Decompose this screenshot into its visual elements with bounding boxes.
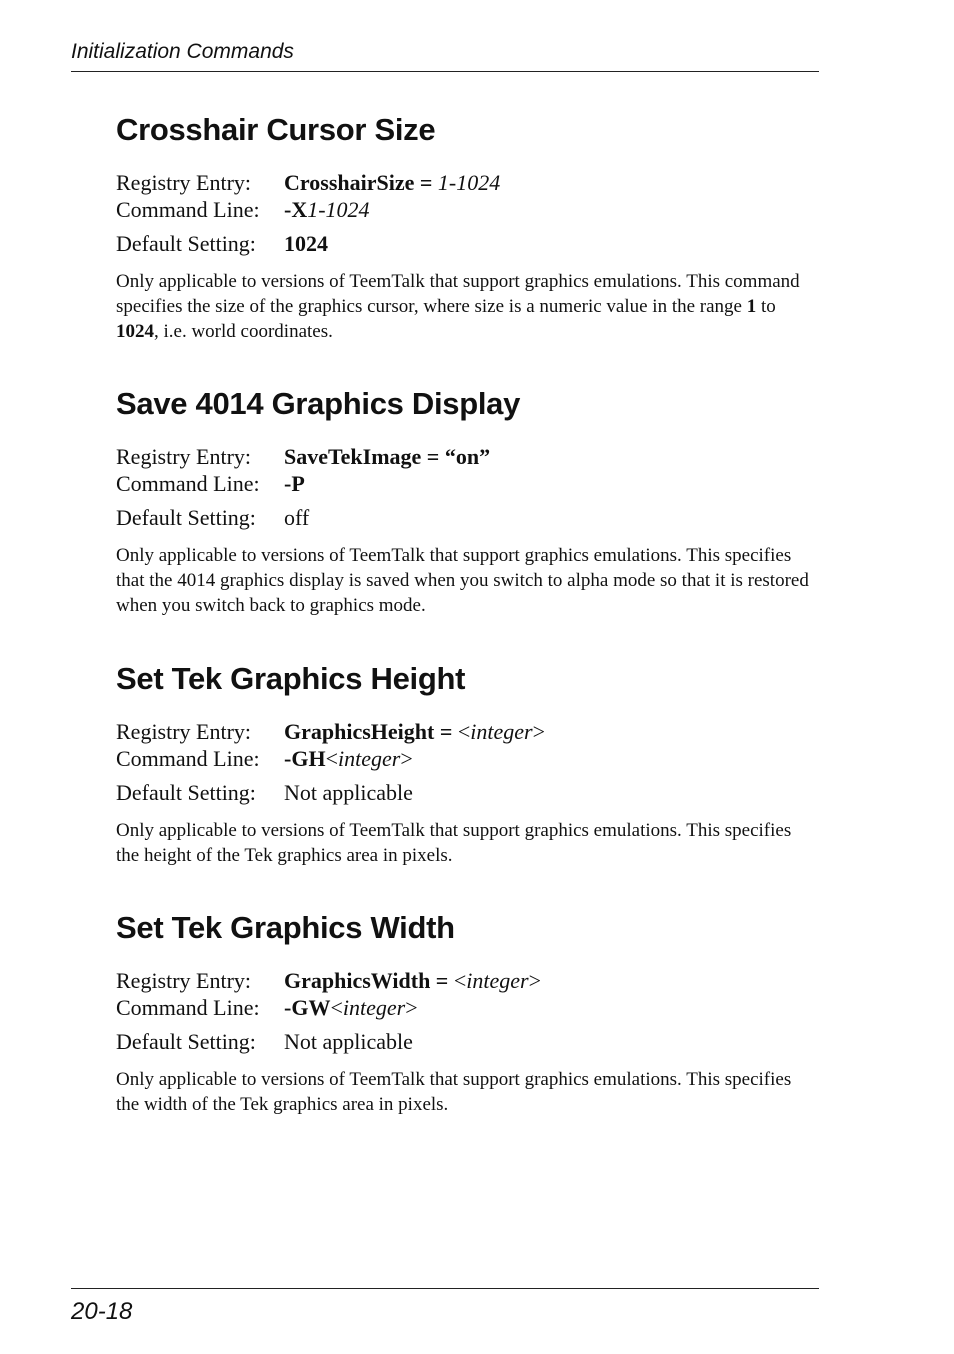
command-line-label: Command Line: — [116, 746, 260, 771]
command-line-value: -GH<integer> — [284, 746, 413, 771]
default-setting-value: Not applicable — [284, 780, 413, 805]
registry-entry-row — [116, 169, 816, 196]
registry-entry-value: GraphicsWidth = <integer> — [284, 968, 542, 993]
registry-entry-row — [116, 967, 816, 994]
command-line-row — [116, 994, 816, 1021]
section-title: Save 4014 Graphics Display — [116, 386, 521, 421]
section-set-tek-graphics-width — [116, 910, 816, 1117]
default-setting-label: Default Setting: — [116, 1029, 256, 1054]
section-description: Only applicable to versions of TeemTalk that support graphics emulations. This specifies that the 4014 graphics display is saved when you switch to alpha mode so that it is restored when you switch back to graphics mode. — [116, 545, 809, 616]
registry-entry-label: Registry Entry: — [116, 170, 252, 195]
default-setting-value: Not applicable — [284, 1029, 413, 1054]
section-description: Only applicable to versions of TeemTalk that support graphics emulations. This specifies the height of the Tek graphics area in pixels. — [116, 820, 792, 866]
settings-block — [116, 169, 816, 257]
default-setting-row — [116, 504, 816, 531]
default-setting-label: Default Setting: — [116, 505, 256, 530]
section-description: Only applicable to versions of TeemTalk that support graphics emulations. This command specifies the size of the graphics cursor, where size is a numeric value in the range 1 to 1024, i.e. world coordinates. — [116, 271, 800, 342]
command-line-value: -P — [284, 471, 305, 496]
command-line-row — [116, 470, 816, 497]
registry-entry-value: SaveTekImage = “on” — [284, 444, 491, 469]
section-description: Only applicable to versions of TeemTalk that support graphics emulations. This specifies the width of the Tek graphics area in pixels. — [116, 1069, 792, 1115]
registry-entry-row — [116, 718, 816, 745]
default-setting-value: 1024 — [284, 231, 328, 256]
default-setting-row — [116, 1028, 816, 1055]
command-line-label: Command Line: — [116, 995, 260, 1020]
registry-entry-value: CrosshairSize = 1-1024 — [284, 170, 501, 195]
command-line-row — [116, 745, 816, 772]
default-setting-row — [116, 230, 816, 257]
command-line-label: Command Line: — [116, 471, 260, 496]
registry-entry-row — [116, 443, 816, 470]
page-number: 20-18 — [71, 1298, 133, 1325]
settings-block — [116, 718, 816, 806]
section-set-tek-graphics-height — [116, 661, 816, 868]
section-title: Set Tek Graphics Width — [116, 910, 455, 945]
command-line-value: -GW<integer> — [284, 995, 418, 1020]
default-setting-value: off — [284, 505, 310, 530]
default-setting-label: Default Setting: — [116, 231, 256, 256]
section-crosshair-cursor-size — [116, 112, 816, 344]
header-rule — [71, 71, 819, 72]
default-setting-label: Default Setting: — [116, 780, 256, 805]
command-line-label: Command Line: — [116, 197, 260, 222]
command-line-row — [116, 196, 816, 223]
default-setting-row — [116, 779, 816, 806]
registry-entry-label: Registry Entry: — [116, 968, 252, 993]
running-header: Initialization Commands — [71, 40, 294, 63]
section-title: Crosshair Cursor Size — [116, 112, 436, 147]
section-title: Set Tek Graphics Height — [116, 661, 466, 696]
registry-entry-label: Registry Entry: — [116, 719, 252, 744]
settings-block — [116, 443, 816, 531]
section-save-4014-graphics-display — [116, 386, 816, 618]
settings-block — [116, 967, 816, 1055]
command-line-value: -X1-1024 — [284, 197, 370, 222]
registry-entry-label: Registry Entry: — [116, 444, 252, 469]
registry-entry-value: GraphicsHeight = <integer> — [284, 719, 546, 744]
footer-rule — [71, 1288, 819, 1289]
